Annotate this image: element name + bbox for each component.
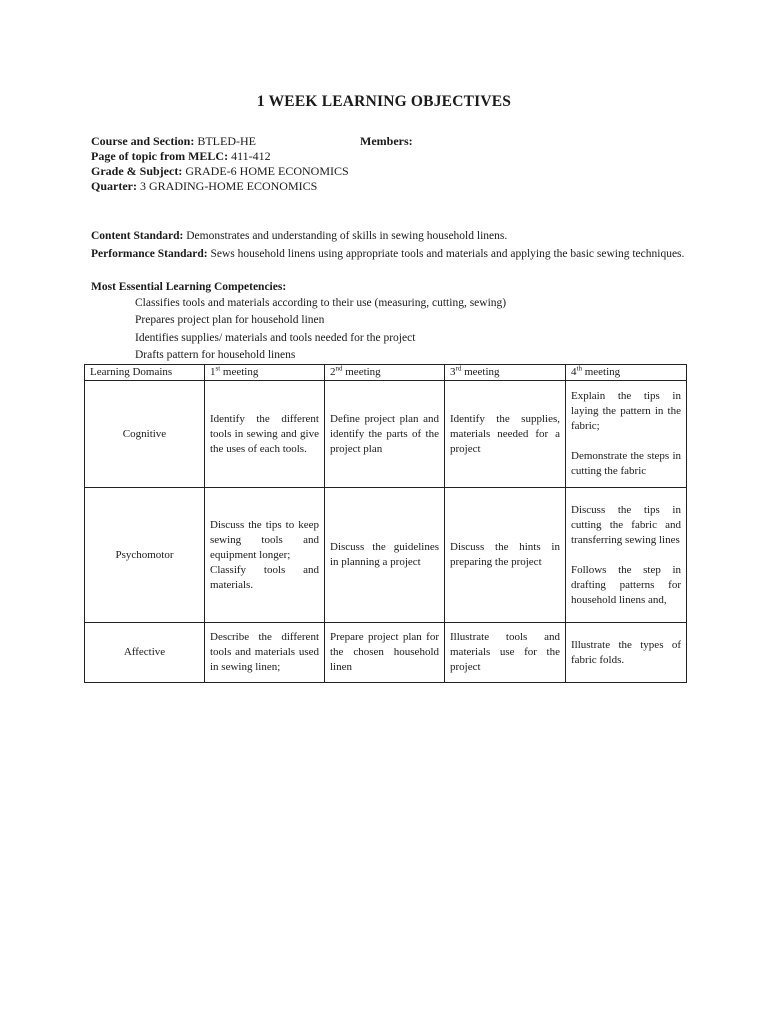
table-row <box>85 381 687 488</box>
psychomotor-meeting-4-part-1: Discuss the tips in cutting the fabric and transferring sewing lines <box>571 503 681 546</box>
psychomotor-meeting-1-part-1: Discuss the tips to keep sewing tools and equipment longer; <box>210 518 319 561</box>
content-standard-text: Demonstrates and understanding of skills in sewing household linens. <box>186 230 508 242</box>
grade-subject-label: Grade & Subject: <box>91 164 183 178</box>
header-learning-domains: Learning Domains <box>85 365 205 381</box>
psychomotor-meeting-1-part-2: Classify tools and materials. <box>210 563 319 591</box>
melc-heading-text: Most Essential Learning Competencies: <box>91 281 287 293</box>
melc-heading <box>91 279 686 295</box>
table-header-row <box>85 365 687 381</box>
domain-psychomotor: Psychomotor <box>85 488 205 623</box>
quarter-label: Quarter: <box>91 179 137 193</box>
header-meeting-3: 3rd meeting <box>445 365 566 381</box>
course-section-label: Course and Section: <box>91 134 195 148</box>
table-row <box>85 623 687 683</box>
affective-meeting-4: Illustrate the types of fabric folds. <box>566 623 687 683</box>
melc-page-line <box>91 149 271 164</box>
domain-cognitive: Cognitive <box>85 381 205 488</box>
competency-item: Prepares project plan for household linen <box>135 314 325 327</box>
domain-affective: Affective <box>85 623 205 683</box>
header-meeting-4: 4th meeting <box>566 365 687 381</box>
cognitive-meeting-4-part-2: Demonstrate the steps in cutting the fabric <box>571 450 681 477</box>
header-meeting-1: 1st meeting <box>205 365 325 381</box>
melc-page-label: Page of topic from MELC: <box>91 149 229 163</box>
header-meeting-2: 2nd meeting <box>325 365 445 381</box>
cognitive-meeting-2: Define project plan and identify the parts of the project plan <box>325 381 445 488</box>
affective-meeting-1: Describe the different tools and materials used in sewing linen; <box>205 623 325 683</box>
cognitive-meeting-4 <box>566 381 687 488</box>
melc-page-value: 411-412 <box>231 149 271 163</box>
course-section-line <box>91 134 256 149</box>
performance-standard <box>91 246 686 262</box>
course-section-value: BTLED-HE <box>197 134 256 148</box>
cognitive-meeting-3: Identify the supplies, materials needed for a project <box>445 381 566 488</box>
content-standard <box>91 228 686 244</box>
competency-item: Drafts pattern for household linens <box>135 348 296 361</box>
psychomotor-meeting-2: Discuss the guidelines in planning a project <box>325 488 445 623</box>
members-label: Members: <box>360 134 413 148</box>
psychomotor-meeting-1 <box>205 488 325 623</box>
affective-meeting-2: Prepare project plan for the chosen household linen <box>325 623 445 683</box>
competency-list <box>135 295 506 364</box>
grade-subject-line <box>91 164 349 179</box>
cognitive-meeting-4-part-1: Explain the tips in laying the pattern in the fabric; <box>571 390 681 432</box>
grade-subject-value: GRADE-6 HOME ECONOMICS <box>185 164 349 178</box>
competency-item: Identifies supplies/ materials and tools needed for the project <box>135 331 416 344</box>
quarter-line <box>91 179 317 194</box>
cognitive-meeting-1: Identify the different tools in sewing and give the uses of each tools. <box>205 381 325 488</box>
page-title: 1 WEEK LEARNING OBJECTIVES <box>256 93 512 110</box>
learning-objectives-table <box>84 364 687 683</box>
psychomotor-meeting-3: Discuss the hints in preparing the project <box>445 488 566 623</box>
content-standard-label: Content Standard: <box>91 230 184 242</box>
performance-standard-label: Performance Standard: <box>91 248 208 260</box>
psychomotor-meeting-4-part-2: Follows the step in drafting patterns for household linens and, <box>571 563 681 606</box>
psychomotor-meeting-4 <box>566 488 687 623</box>
quarter-value: 3 GRADING-HOME ECONOMICS <box>139 179 318 193</box>
competency-item: Classifies tools and materials according to their use (measuring, cutting, sewing) <box>135 297 507 309</box>
performance-standard-text: Sews household linens using appropriate tools and materials and applying the basic sewing techniques. <box>210 248 685 260</box>
table-row <box>85 488 687 623</box>
affective-meeting-3: Illustrate tools and materials use for the project <box>445 623 566 683</box>
